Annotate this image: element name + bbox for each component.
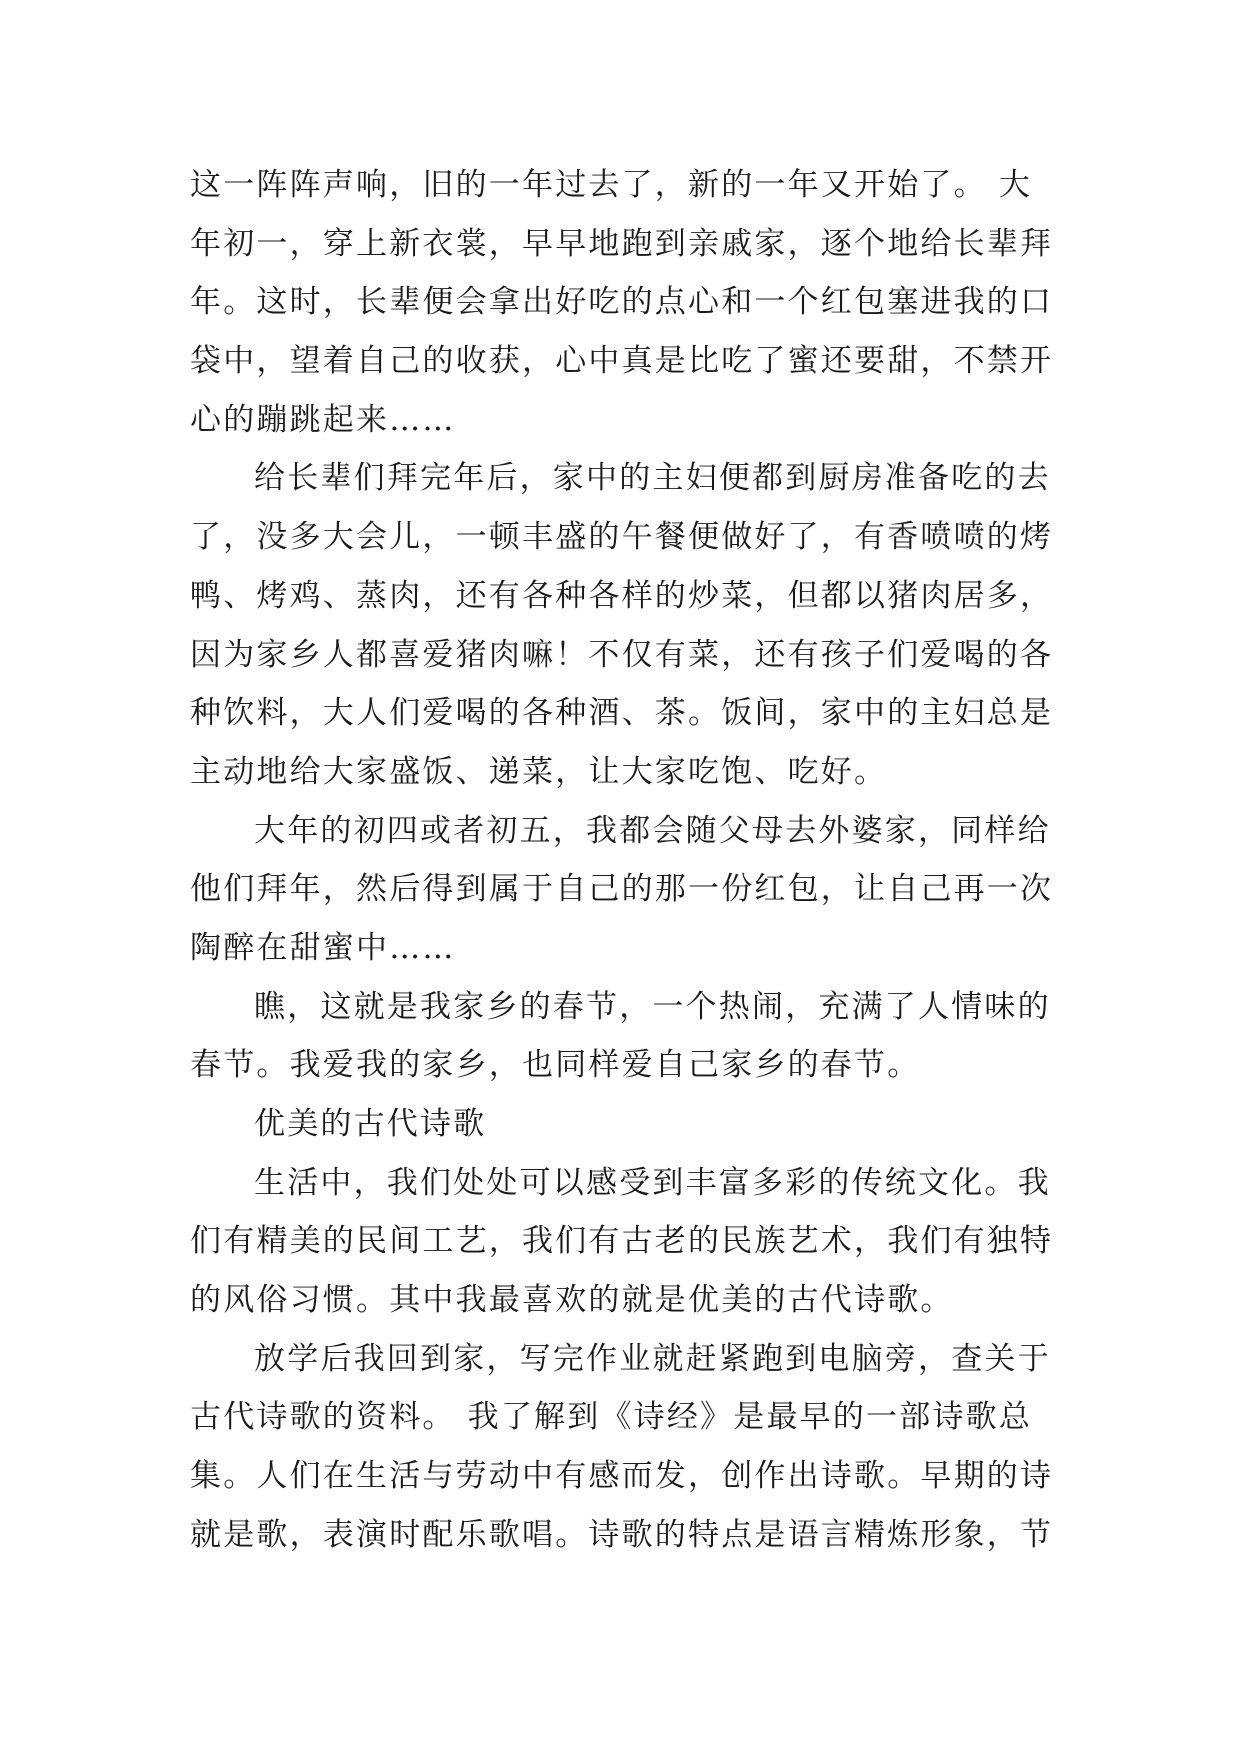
text-line: 这一阵阵声响，旧的一年过去了，新的一年又开始了。 大 <box>190 167 1033 203</box>
paragraph-first-line: 生活中，我们处处可以感受到丰富多彩的传统文化。我 <box>254 1164 1051 1201</box>
text-line: 古代诗歌的资料。 我了解到《诗经》是最早的一部诗歌总 <box>190 1399 1033 1436</box>
paragraph-first-line: 瞧，这就是我家乡的春节，一个热闹，充满了人情味的 <box>254 988 1051 1025</box>
text-line: 他们拜年，然后得到属于自己的那一份红包，让自己再一次 <box>190 871 1054 908</box>
paragraph-first-line: 大年的初四或者初五，我都会随父母去外婆家，同样给 <box>254 812 1051 849</box>
text-line: 主动地给大家盛饭、递菜，让大家吃饱、吃好。 <box>190 753 888 790</box>
text-line: 陶醉在甜蜜中…… <box>190 929 456 966</box>
text-line: 就是歌，表演时配乐歌唱。诗歌的特点是语言精炼形象，节 <box>190 1516 1054 1553</box>
paragraph-first-line: 放学后我回到家，写完作业就赶紧跑到电脑旁，查关于 <box>254 1340 1051 1377</box>
text-line: 因为家乡人都喜爱猪肉嘛！不仅有菜，还有孩子们爱喝的各 <box>190 636 1054 673</box>
text-line: 们有精美的民间工艺，我们有古老的民族艺术，我们有独特 <box>190 1223 1054 1260</box>
text-line: 年。这时，长辈便会拿出好吃的点心和一个红包塞进我的口 <box>190 284 1054 321</box>
text-line: 心的蹦跳起来…… <box>190 401 456 438</box>
paragraph-first-line: 给长辈们拜完年后，家中的主妇便都到厨房准备吃的去 <box>254 460 1051 497</box>
text-line: 了，没多大会儿，一顿丰盛的午餐便做好了，有香喷喷的烤 <box>190 519 1054 556</box>
text-line: 袋中，望着自己的收获，心中真是比吃了蜜还要甜，不禁开 <box>190 343 1054 380</box>
text-line: 春节。我爱我的家乡，也同样爱自己家乡的春节。 <box>190 1047 921 1084</box>
text-line: 集。人们在生活与劳动中有感而发，创作出诗歌。早期的诗 <box>190 1458 1054 1495</box>
text-line: 鸭、烤鸡、蒸肉，还有各种各样的炒菜，但都以猪肉居多， <box>190 577 1054 614</box>
section-title: 优美的古代诗歌 <box>254 1106 487 1142</box>
document-page <box>190 156 1060 1565</box>
text-line: 种饮料，大人们爱喝的各种酒、茶。饭间，家中的主妇总是 <box>190 695 1054 732</box>
text-line: 的风俗习惯。其中我最喜欢的就是优美的古代诗歌。 <box>190 1282 954 1319</box>
text-line: 年初一，穿上新衣裳，早早地跑到亲戚家，逐个地给长辈拜 <box>190 225 1054 262</box>
